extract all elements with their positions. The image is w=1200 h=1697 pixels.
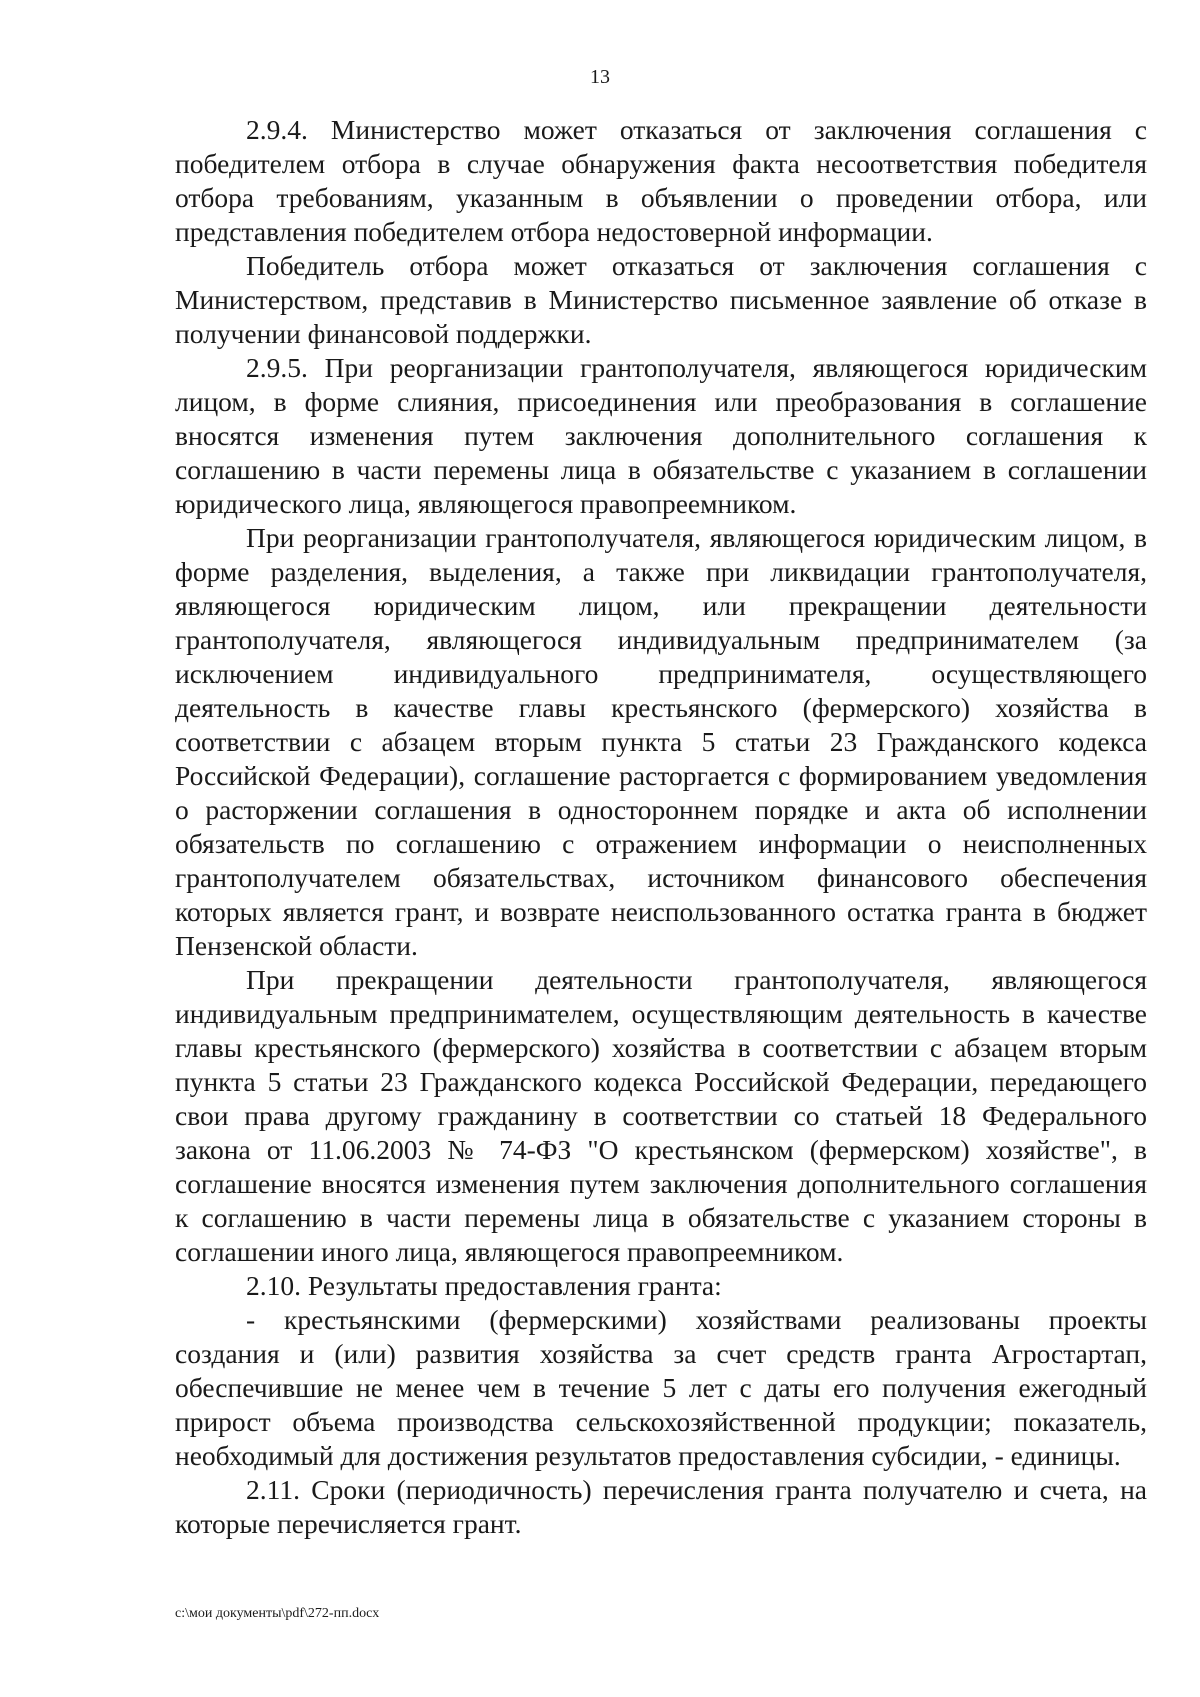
paragraph-reorganization-liquidation: При реорганизации грантополучателя, являющегося юридическим лицом, в форме разделения, выделения, а также при ликвидации грантополучателя, являющегося юридическим лицом, или прекращении деятельности грантополучателя, являющегося индивидуальным предпринимателем (за исключением индивидуального предпринимателя, осуществляющего деятельность в качестве главы крестьянского (фермерского) хозяйства в соответствии с абзацем вторым пункта 5 статьи 23 Гражданского кодекса Российской Федерации), соглашение расторгается с формированием уведомления о расторжении соглашения в одностороннем порядке и акта об исполнении обязательств по соглашению с отражением информации о неисполненных грантополучателем обязательствах, источником финансового обеспечения которых является грант, и возврате неиспользованного остатка гранта в бюджет Пензенской области. — [175, 522, 1147, 961]
document-body — [175, 113, 1147, 1541]
paragraph-winner-refusal: Победитель отбора может отказаться от заключения соглашения с Министерством, представив в Министерство письменное заявление об отказе в получении финансовой поддержки. — [175, 250, 1147, 349]
paragraph-2-10: 2.10. Результаты предоставления гранта: — [246, 1270, 722, 1301]
paragraph-termination-of-activity: При прекращении деятельности грантополучателя, являющегося индивидуальным предпринимателем, осуществляющим деятельность в качестве главы крестьянского (фермерского) хозяйства в соответствии с абзацем вторым пункта 5 статьи 23 Гражданского кодекса Российской Федерации, передающего свои права другому гражданину в соответствии со статьей 18 Федерального закона от 11.06.2003 № 74-ФЗ "О крестьянском (фермерском) хозяйстве", в соглашение вносятся изменения путем заключения дополнительного соглашения к соглашению в части перемены лица в обязательстве с указанием стороны в соглашении иного лица, являющегося правопреемником. — [175, 964, 1147, 1267]
paragraph-2-9-4: 2.9.4. Министерство может отказаться от заключения соглашения с победителем отбора в случае обнаружения факта несоответствия победителя отбора требованиям, указанным в объявлении о проведении отбора, или представления победителем отбора недостоверной информации. — [175, 114, 1147, 247]
paragraph-grant-results: - крестьянскими (фермерскими) хозяйствами реализованы проекты создания и (или) развития хозяйства за счет средств гранта Агростартап, обеспечившие не менее чем в течение 5 лет с даты его получения ежегодный прирост объема производства сельскохозяйственной продукции; показатель, необходимый для достижения результатов предоставления субсидии, - единицы. — [175, 1304, 1147, 1471]
footer-file-path: c:\мои документы\pdf\272-пп.docx — [175, 1606, 380, 1621]
paragraph-2-9-5: 2.9.5. При реорганизации грантополучателя, являющегося юридическим лицом, в форме слияния, присоединения или преобразования в соглашение вносятся изменения путем заключения дополнительного соглашения к соглашению в части перемены лица в обязательстве с указанием в соглашении юридического лица, являющегося правопреемником. — [175, 352, 1147, 519]
page-number: 13 — [590, 66, 610, 88]
paragraph-2-11: 2.11. Сроки (периодичность) перечисления гранта получателю и счета, на которые перечисляется грант. — [175, 1474, 1147, 1539]
